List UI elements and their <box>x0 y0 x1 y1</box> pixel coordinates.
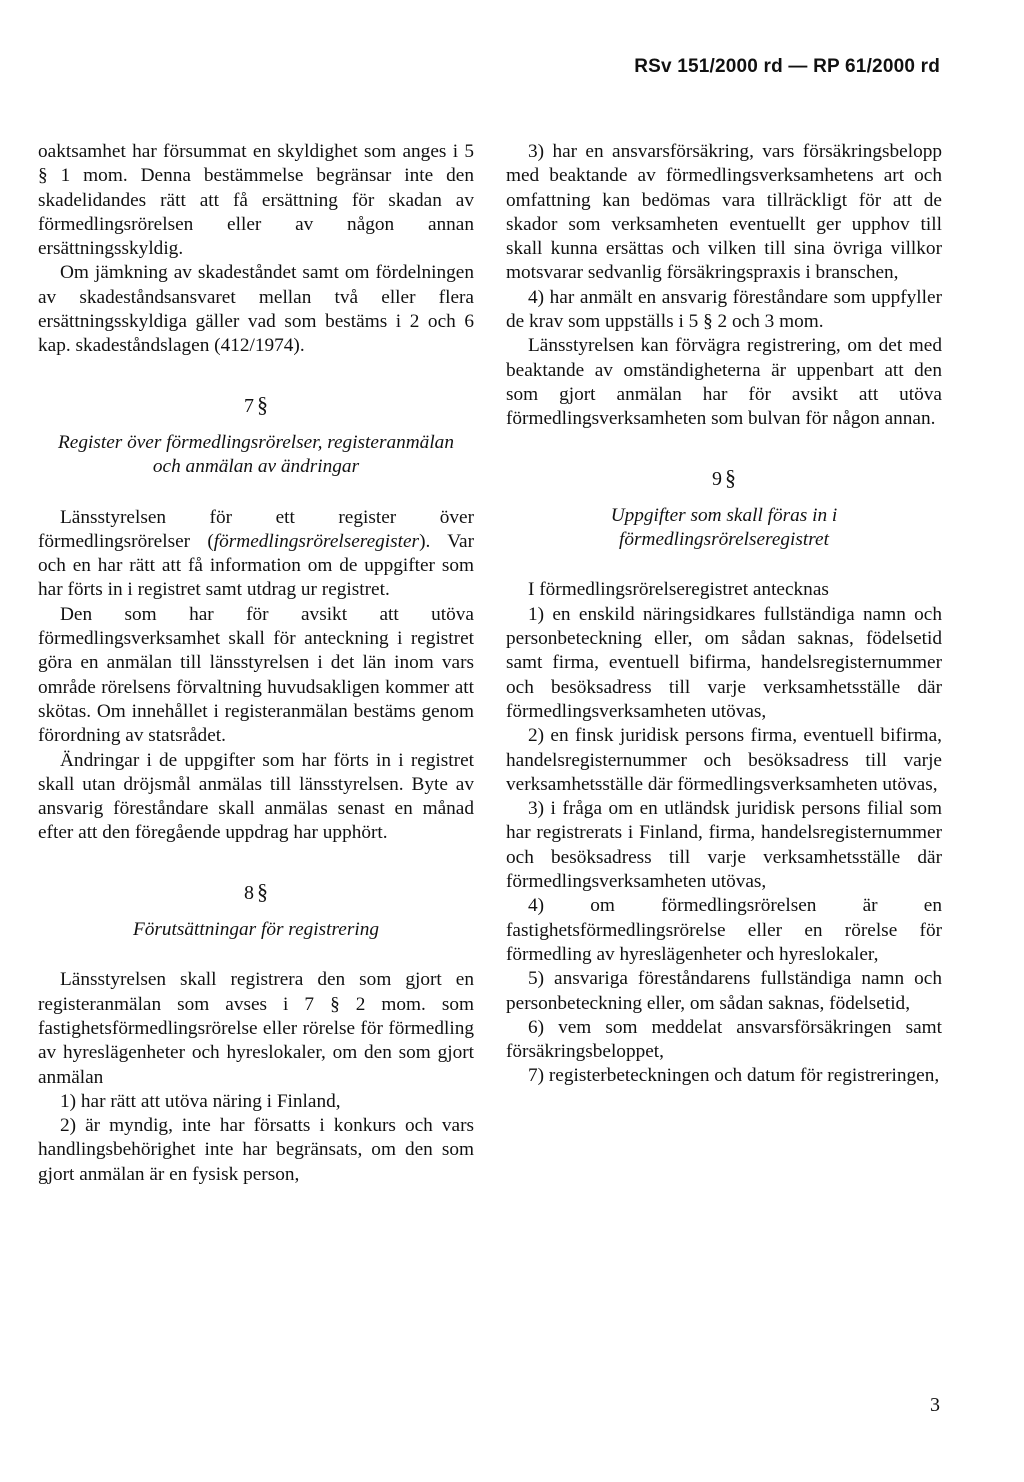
paragraph: Den som har för avsikt att utöva förmedlingsverksamhet skall för anteckning i registret göra en anmälan till länsstyrelsen i det län inom vars område rörelsens förvaltning huvudsakligen kommer att skötas. Om innehållet i registeranmälan bestäms genom förordning av statsrådet. <box>38 603 474 747</box>
paragraph: I förmedlingsrörelseregistret antecknas <box>528 579 829 601</box>
paragraph <box>38 506 474 603</box>
list-item: 4) om förmedlingsrörelsen är en fastighetsförmedlingsrörelse eller en rörelse för förmedling av hyreslägenheter och hyreslokaler, <box>506 895 942 965</box>
paragraph: Länsstyrelsen skall registrera den som gjort en registeranmälan som avses i 7 § 2 mom. som fastighetsförmedlingsrörelse eller rörelse för förmedling av hyreslägenheter och hyreslokaler, om den som gjort anmälan <box>38 969 474 1088</box>
right-column <box>506 140 942 1089</box>
text-run: ). Var och en har rätt att få information om de uppgifter som har förts in i registret samt utdrag ur registret. <box>38 530 474 601</box>
paragraph: Om jämkning av skadeståndet samt om fördelningen av skadeståndsansvaret mellan två eller flera ersättningsskyldiga gäller vad som bestäms i 2 och 6 kap. skadeståndslagen (412/1974). <box>38 262 474 357</box>
paragraph: oaktsamhet har försummat en skyldighet som anges i 5 § 1 mom. Denna bestämmelse begränsar inte den skadelidandes rätt att få ersättning för skadan av förmedlingsrörelsen eller av någon annan ersättningsskyldig. <box>38 141 474 260</box>
list-item: 1) har rätt att utöva näring i Finland, <box>60 1090 341 1112</box>
section-symbol: § <box>257 878 268 904</box>
page-number: 3 <box>930 1394 940 1416</box>
italic-term: förmedlingsrörelseregister <box>213 530 420 552</box>
list-item: 2) är myndig, inte har försatts i konkurs och vars handlingsbehörighet inte har begränsats, om den som gjort anmälan är en fysisk person, <box>38 1115 474 1185</box>
list-item: 7) registerbeteckningen och datum för registreringen, <box>528 1065 940 1087</box>
section-number-9 <box>506 466 942 492</box>
section-symbol: § <box>257 391 268 417</box>
running-header: RSv 151/2000 rd — RP 61/2000 rd <box>634 56 940 77</box>
section-number-8 <box>38 880 474 906</box>
paragraph: Ändringar i de uppgifter som har förts in i registret skall utan dröjsmål anmälas till länsstyrelsen. Byte av ansvarig föreståndare skall anmälas senast en månad efter att den föregående uppdrag har upphört. <box>38 749 474 844</box>
left-column <box>38 140 474 1187</box>
list-item: 3) har en ansvarsförsäkring, vars försäkringsbelopp med beaktande av förmedlingsverksamhetens art och omfattning kan bedömas vara tillräckligt för att de skador som verksamheten eventuellt ger upphov till skall kunna ersättas och vilken till sina övriga villkor motsvarar sedvanlig försäkringspraxis i branschen, <box>506 141 942 284</box>
list-item: 4) har anmält en ansvarig föreståndare som uppfyller de krav som uppställs i 5 § 2 och 3 mom. <box>506 286 942 333</box>
list-item: 1) en enskild näringsidkares fullständiga namn och personbeteckning eller, om sådan saknas, födelsetid samt firma, eventuell bifirma, handelsregisternummer och besöksadress till varje verksamhetsställe där förmedlingsverksamheten utövas, <box>506 603 942 722</box>
text-run: Länsstyrelsen för ett register över förmedlingsrörelser ( <box>38 506 474 552</box>
paragraph: Länsstyrelsen kan förvägra registrering, om det med beaktande av omständigheterna är uppenbart att den som gjort anmälan har för avsikt att utöva förmedlingsverksamheten som bulvan för någon annan. <box>506 335 942 430</box>
section-heading-7: Register över förmedlingsrörelser, registeranmälan och anmälan av ändringar <box>58 431 454 478</box>
list-item: 6) vem som meddelat ansvarsförsäkringen samt försäkringsbeloppet, <box>506 1016 942 1063</box>
list-item: 3) i fråga om en utländsk juridisk persons filial som har registrerats i Finland, firma, handelsregisternummer och besöksadress till varje verksamhetsställe där förmedlingsverksamheten utövas, <box>506 798 942 893</box>
section-number: 8 <box>244 881 254 904</box>
section-number-7 <box>38 393 474 419</box>
section-number: 9 <box>712 467 722 490</box>
section-number: 7 <box>244 394 254 417</box>
section-heading-9: Uppgifter som skall föras in i förmedlingsrörelseregistret <box>610 504 838 551</box>
list-item: 2) en finsk juridisk persons firma, eventuell bifirma, handelsregisternummer och besöksadress till varje verksamhetsställe där förmedlingsverksamheten utövas, <box>506 725 942 795</box>
section-symbol: § <box>725 464 736 490</box>
section-heading-8: Förutsättningar för registrering <box>132 919 380 941</box>
list-item: 5) ansvariga föreståndarens fullständiga namn och personbeteckning eller, om sådan saknas, födelsetid, <box>506 968 942 1014</box>
